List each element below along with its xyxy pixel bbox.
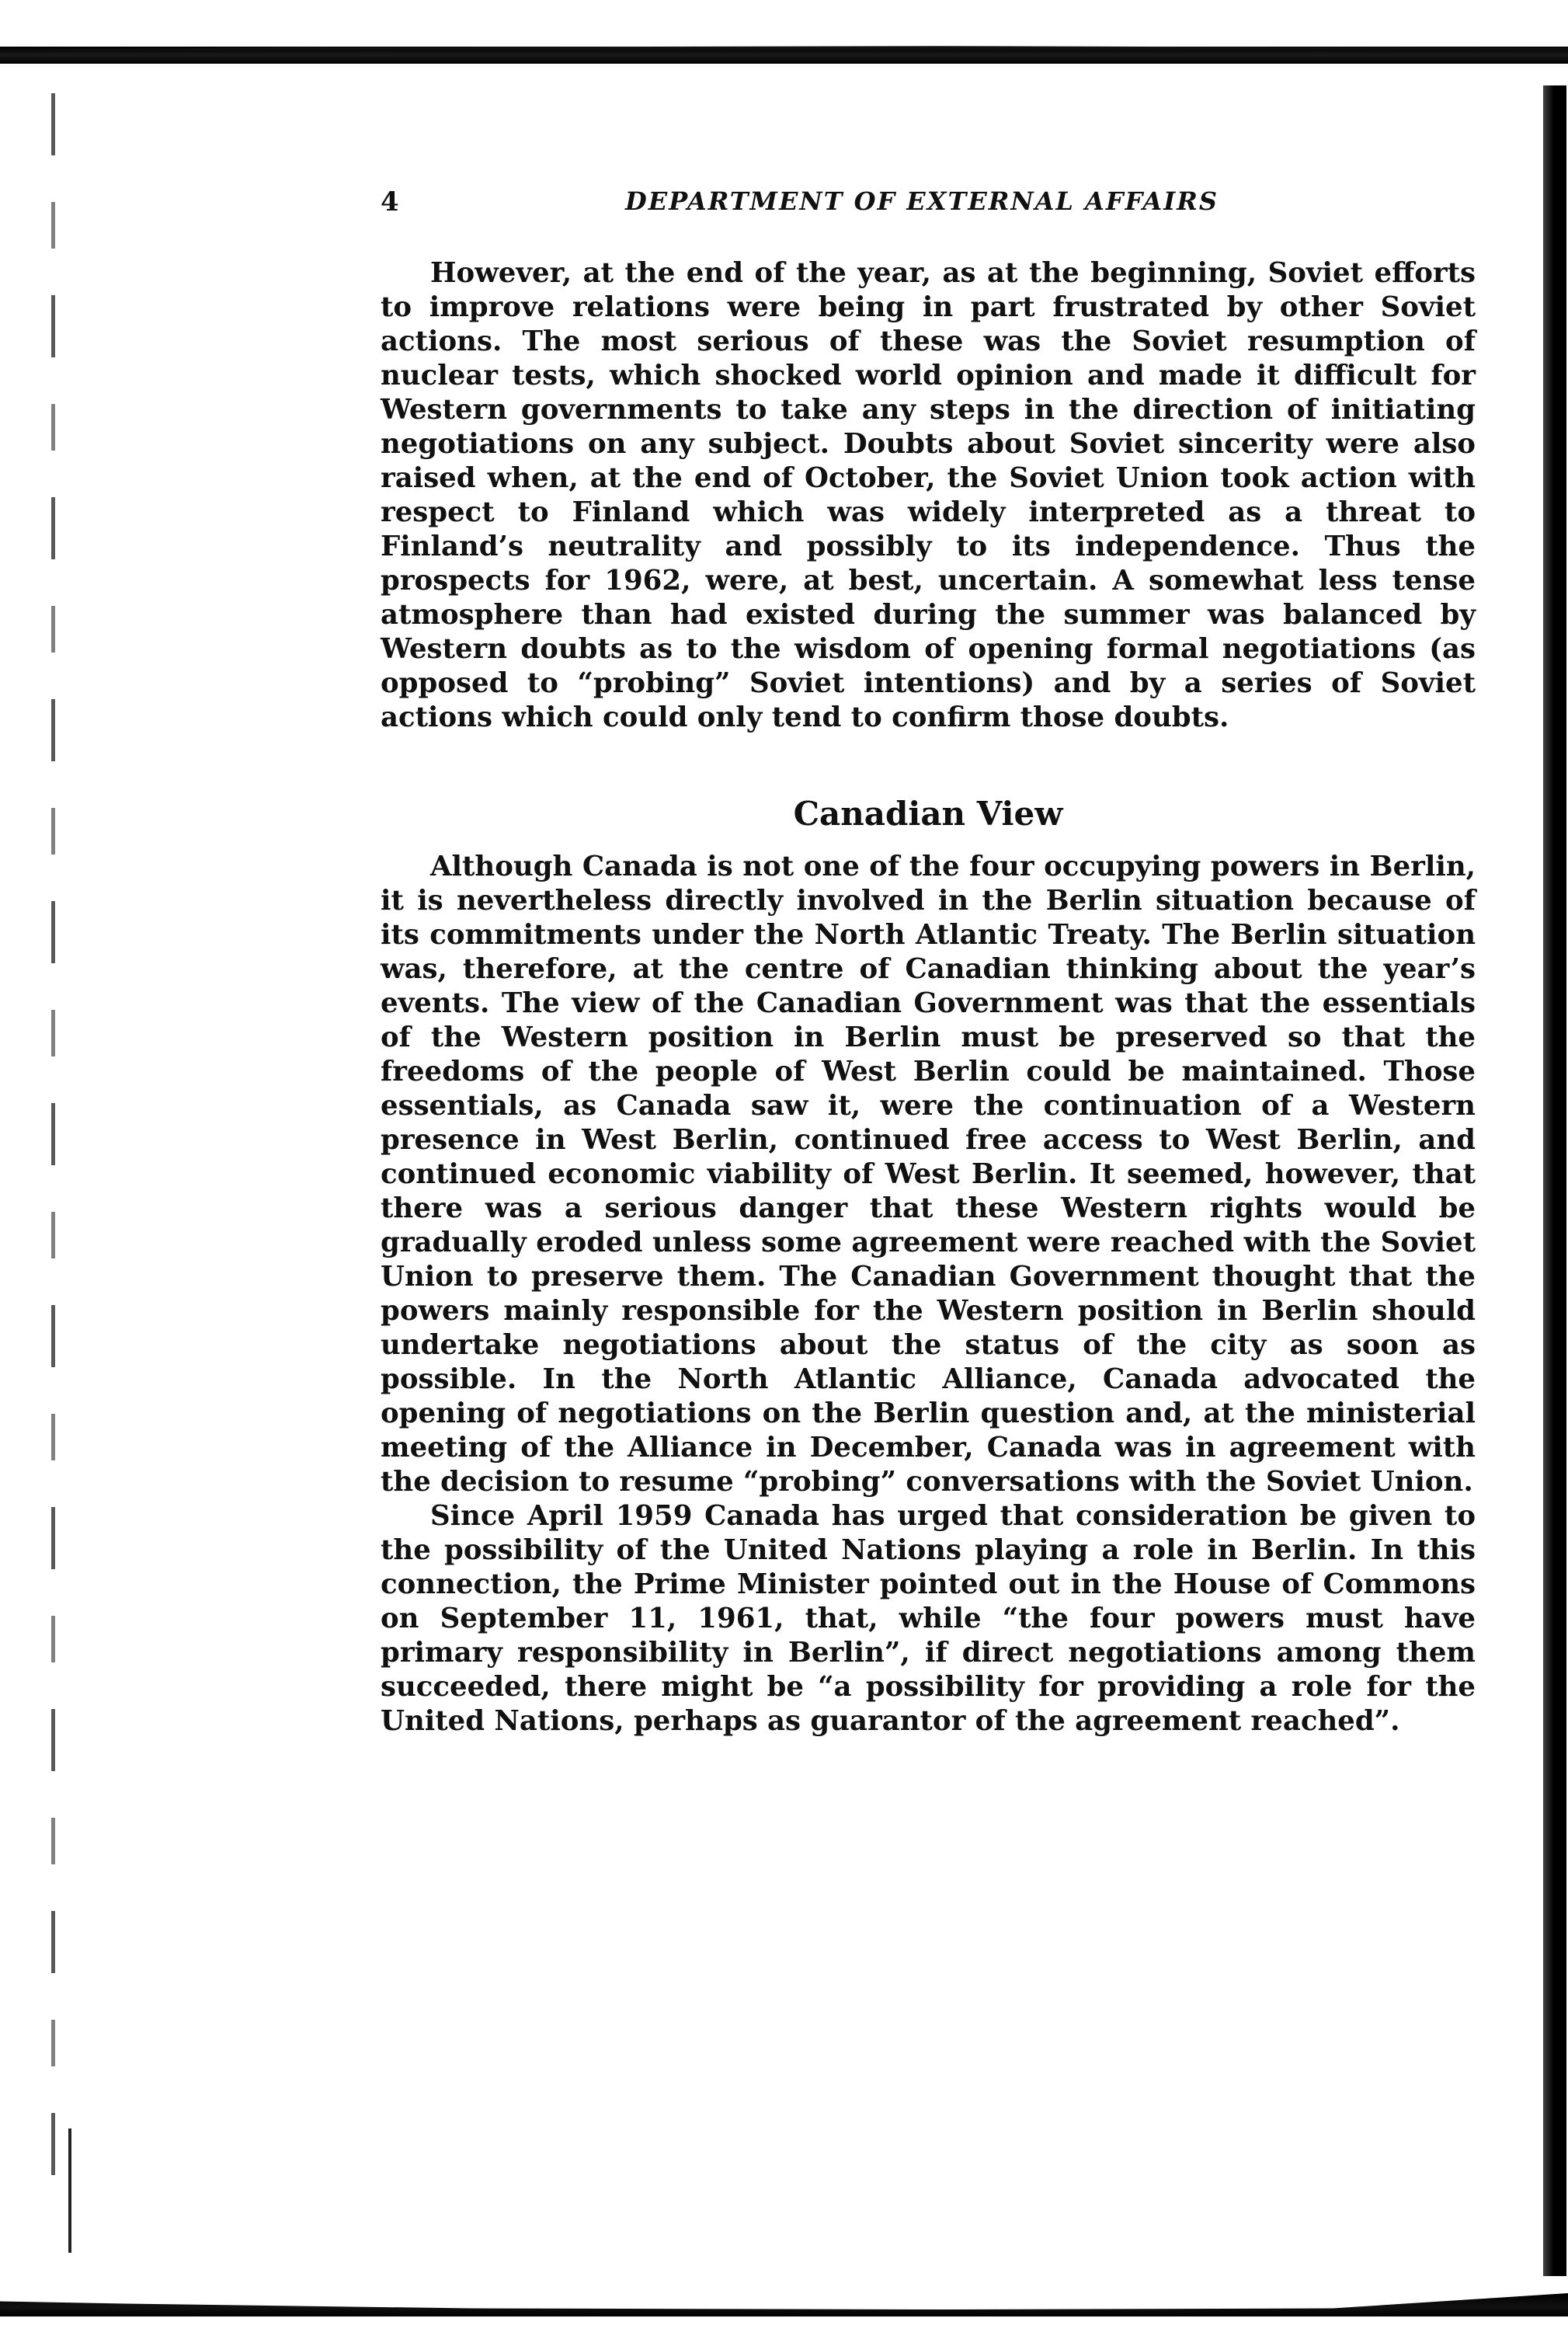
document-page — [381, 186, 1476, 1739]
section-heading: Canadian View — [793, 795, 1063, 833]
scan-edge-bottom — [0, 2293, 1568, 2316]
page-number: 4 — [381, 186, 401, 218]
paragraph-soviet-efforts: However, at the end of the year, as at the beginning, Soviet efforts to improve relations were being in part frustrated by other Soviet actions. The most serious of these was the Soviet resumption of nuclear tests, which shocked world opinion and made it difficult for Western governments to take any steps in the direction of initiating negotiations on any subject. Doubts about Soviet sincerity were also raised when, at the end of October, the Soviet Union took action with respect to Finland which was widely interpreted as a threat to Finland’s neutrality and possibly to its independence. Thus the prospects for 1962, were, at best, uncertain. A somewhat less tense atmosphere than had existed during the summer was balanced by Western doubts as to the wisdom of opening formal negotiations (as opposed to “probing” Soviet intentions) and by a series of Soviet actions which could only tend to confirm those doubts. — [381, 257, 1476, 733]
scan-edge-top — [0, 47, 1568, 64]
scan-edge-left-mark — [68, 2128, 71, 2253]
paragraph-united-nations-role: Since April 1959 Canada has urged that consideration be given to the possibility of the United Nations playing a role in Berlin. In this connection, the Prime Minister pointed out in the House of Commons on September 11, 1961, that, while “the four powers must have primary responsibility in Berlin”, if direct negotiations among them succeeded, there might be “a possibility for providing a role for the United Nations, perhaps as guarantor of the agreement reached”. — [381, 1500, 1476, 1737]
scan-edge-right — [1543, 85, 1566, 2276]
running-head — [381, 186, 1476, 233]
body-text — [381, 256, 1476, 1739]
running-title: DEPARTMENT OF EXTERNAL AFFAIRS — [625, 186, 1219, 216]
scan-edge-left — [51, 93, 55, 2191]
paragraph-canada-involvement: Although Canada is not one of the four occupying powers in Berlin, it is nevertheless directly involved in the Berlin situation because of its commitments under the North Atlantic Treaty. The Berlin situation was, therefore, at the centre of Canadian thinking about the year’s events. The view of the Canadian Government was that the essentials of the Western position in Berlin must be preserved so that the freedoms of the people of West Berlin could be maintained. Those essentials, as Canada saw it, were the continuation of a Western presence in West Berlin, continued free access to West Berlin, and continued economic viability of West Berlin. It seemed, however, that there was a serious danger that these Western rights would be gradually eroded unless some agreement were reached with the Soviet Union to preserve them. The Canadian Government thought that the powers mainly responsible for the Western position in Berlin should undertake negotiations about the status of the city as soon as possible. In the North Atlantic Alliance, Canada advocated the opening of negotiations on the Berlin question and, at the ministerial meeting of the Alliance in December, Canada was in agreement with the decision to resume “probing” conversations with the Soviet Union. — [381, 851, 1476, 1498]
